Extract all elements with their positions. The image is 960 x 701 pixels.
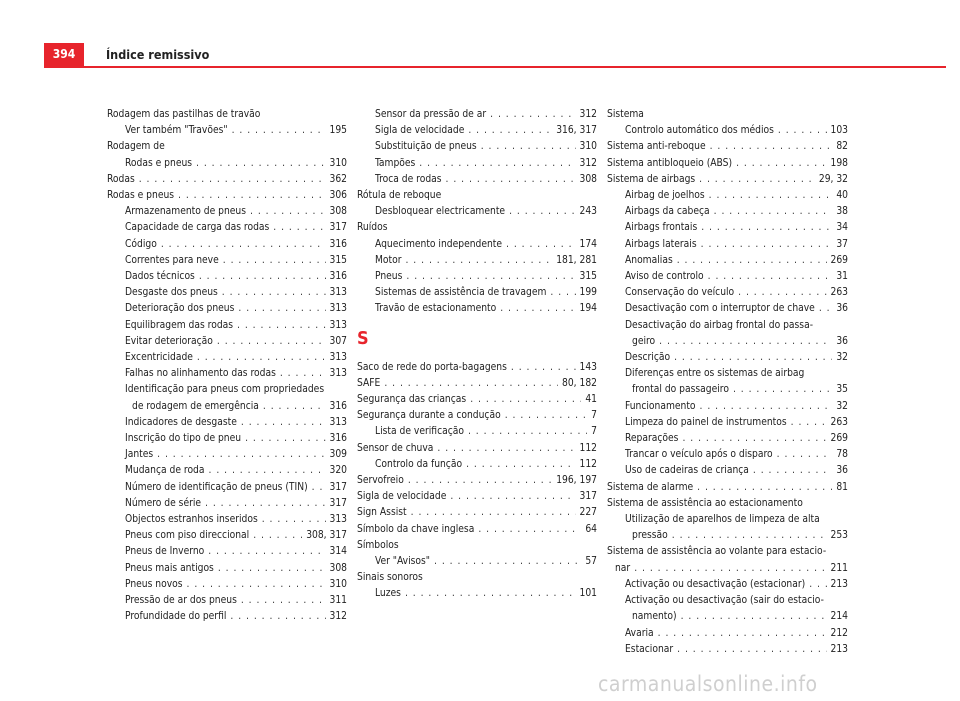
index-entry: Airbags frontais . . . 34 — [607, 220, 848, 236]
index-entry: Trancar o veículo após o disparo . . . 78 — [607, 447, 848, 463]
index-entry: Pneus com piso direccional . . . 308, 317 — [107, 528, 347, 544]
index-entry: Profundidade do perfil . . . 312 — [107, 609, 347, 625]
index-entry: Funcionamento . . . 32 — [607, 399, 848, 415]
index-entry: Sistema de assistência ao estacionamento — [607, 497, 803, 509]
index-entry: Pneus de Inverno . . . 314 — [107, 544, 347, 560]
index-entry: Controlo da função . . . 112 — [357, 457, 597, 473]
section-letter: S — [357, 327, 369, 349]
index-entry: Controlo automático dos médios . . . 103 — [607, 123, 848, 139]
index-entry: Dados técnicos . . . 316 — [107, 269, 347, 285]
index-entry: Pneus mais antigos . . . 308 — [107, 561, 347, 577]
index-entry: Segurança das crianças . . . 41 — [357, 392, 597, 408]
index-entry: Limpeza do painel de instrumentos . . . 263 — [607, 415, 848, 431]
index-entry: Segurança durante a condução . . . 7 — [357, 408, 597, 424]
index-entry: Equilibragem das rodas . . . 313 — [107, 318, 347, 334]
index-entry: Excentricidade . . . 313 — [107, 350, 347, 366]
index-entry: Substituição de pneus . . . 310 — [357, 139, 597, 155]
index-entry: pressão . . . 253 — [607, 528, 848, 544]
index-entry: Sistema de alarme . . . 81 — [607, 480, 848, 496]
index-entry: Armazenamento de pneus . . . 308 — [107, 204, 347, 220]
index-entry: Rótula de reboque — [357, 190, 442, 202]
index-entry: Rodagem de — [107, 141, 165, 153]
index-entry: Rodas e pneus . . . 306 — [107, 188, 347, 204]
index-entry: Sign Assist . . . 227 — [357, 505, 597, 521]
watermark: carmanualsonline.info — [598, 672, 818, 696]
index-entry: Avaria . . . 212 — [607, 626, 848, 642]
index-entry: Falhas no alinhamento das rodas . . . 313 — [107, 366, 347, 382]
page-number: 394 — [44, 43, 84, 66]
index-entry: Indicadores de desgaste . . . 313 — [107, 415, 347, 431]
index-entry: Activação ou desactivação (estacionar) . . . 213 — [607, 577, 848, 593]
page-title: Índice remissivo — [106, 47, 210, 62]
index-entry: Descrição . . . 32 — [607, 350, 848, 366]
index-entry: Jantes . . . 309 — [107, 447, 347, 463]
index-entry: Diferenças entre os sistemas de airbag — [625, 368, 805, 380]
index-entry: Desbloquear electricamente . . . 243 — [357, 204, 597, 220]
index-entry: Sistema anti-reboque . . . 82 — [607, 139, 848, 155]
index-entry: Luzes . . . 101 — [357, 586, 597, 602]
index-entry: nar . . . 211 — [607, 561, 848, 577]
index-entry: Servofreio . . . 196, 197 — [357, 473, 597, 489]
index-entry: Evitar deterioração . . . 307 — [107, 334, 347, 350]
index-entry: namento) . . . 214 — [607, 609, 848, 625]
index-column-3 — [607, 107, 848, 658]
index-entry: Utilização de aparelhos de limpeza de alta — [625, 514, 820, 526]
index-column-1 — [107, 107, 347, 626]
index-entry: Anomalias . . . 269 — [607, 253, 848, 269]
index-entry: Sensor de chuva . . . 112 — [357, 441, 597, 457]
index-entry: frontal do passageiro . . . 35 — [607, 382, 848, 398]
index-entry: Desactivação com o interruptor de chave . . . 36 — [607, 301, 848, 317]
index-entry: Símbolos — [357, 539, 399, 551]
header-rule — [44, 66, 946, 68]
index-entry: Correntes para neve . . . 315 — [107, 253, 347, 269]
index-entry: Troca de rodas . . . 308 — [357, 172, 597, 188]
index-entry: Inscrição do tipo de pneu . . . 316 — [107, 431, 347, 447]
index-entry: Desgaste dos pneus . . . 313 — [107, 285, 347, 301]
index-entry: Airbags laterais . . . 37 — [607, 237, 848, 253]
index-entry: Conservação do veículo . . . 263 — [607, 285, 848, 301]
index-entry: Identificação para pneus com propriedades — [125, 384, 325, 396]
index-entry: SAFE . . . 80, 182 — [357, 376, 597, 392]
index-entry: Travão de estacionamento . . . 194 — [357, 301, 597, 317]
index-entry: Sensor da pressão de ar . . . 312 — [357, 107, 597, 123]
index-entry: Rodagem das pastilhas de travão — [107, 109, 261, 120]
index-entry: Sigla de velocidade . . . 316, 317 — [357, 123, 597, 139]
index-entry: Tampões . . . 312 — [357, 156, 597, 172]
index-entry: Mudança de roda . . . 320 — [107, 463, 347, 479]
index-entry: Rodas e pneus . . . 310 — [107, 156, 347, 172]
index-entry: Símbolo da chave inglesa . . . 64 — [357, 522, 597, 538]
index-entry: Ruídos — [357, 222, 388, 234]
index-entry: Pneus . . . 315 — [357, 269, 597, 285]
index-entry: Objectos estranhos inseridos . . . 313 — [107, 512, 347, 528]
index-entry: Motor . . . 181, 281 — [357, 253, 597, 269]
index-entry: Desactivação do airbag frontal do passa- — [625, 319, 814, 331]
index-entry: Ver "Avisos" . . . 57 — [357, 554, 597, 570]
index-entry: Aviso de controlo . . . 31 — [607, 269, 848, 285]
index-entry: Lista de verificação . . . 7 — [357, 424, 597, 440]
index-entry: geiro . . . 36 — [607, 334, 848, 350]
index-entry: Sistema antibloqueio (ABS) . . . 198 — [607, 156, 848, 172]
index-entry: de rodagem de emergência . . . 316 — [107, 399, 347, 415]
index-entry: Activação ou desactivação (sair do estacio- — [625, 595, 824, 607]
index-entry: Sistema de assistência ao volante para estacio- — [607, 546, 827, 558]
index-entry: Número de série . . . 317 — [107, 496, 347, 512]
index-entry: Sistema — [607, 109, 644, 120]
index-entry: Capacidade de carga das rodas . . . 317 — [107, 220, 347, 236]
index-entry: Estacionar . . . 213 — [607, 642, 848, 658]
index-entry: Ver também "Travões" . . . 195 — [107, 123, 347, 139]
index-entry: Airbag de joelhos . . . 40 — [607, 188, 848, 204]
index-entry: Código . . . 316 — [107, 237, 347, 253]
index-entry: Pressão de ar dos pneus . . . 311 — [107, 593, 347, 609]
index-entry: Sigla de velocidade . . . 317 — [357, 489, 597, 505]
index-entry: Airbags da cabeça . . . 38 — [607, 204, 848, 220]
index-entry: Deterioração dos pneus . . . 313 — [107, 301, 347, 317]
index-entry: Pneus novos . . . 310 — [107, 577, 347, 593]
index-entry: Saco de rede do porta-bagagens . . . 143 — [357, 360, 597, 376]
index-entry: Rodas . . . 362 — [107, 172, 347, 188]
index-entry: Sistemas de assistência de travagem . . . 199 — [357, 285, 597, 301]
index-entry: Número de identificação de pneus (TIN) . . . 317 — [107, 480, 347, 496]
index-column-2 — [357, 107, 597, 603]
index-entry: Reparações . . . 269 — [607, 431, 848, 447]
index-entry: Sistema de airbags . . . 29, 32 — [607, 172, 848, 188]
index-entry: Uso de cadeiras de criança . . . 36 — [607, 463, 848, 479]
index-entry: Sinais sonoros — [357, 572, 423, 584]
index-entry: Aquecimento independente . . . 174 — [357, 237, 597, 253]
